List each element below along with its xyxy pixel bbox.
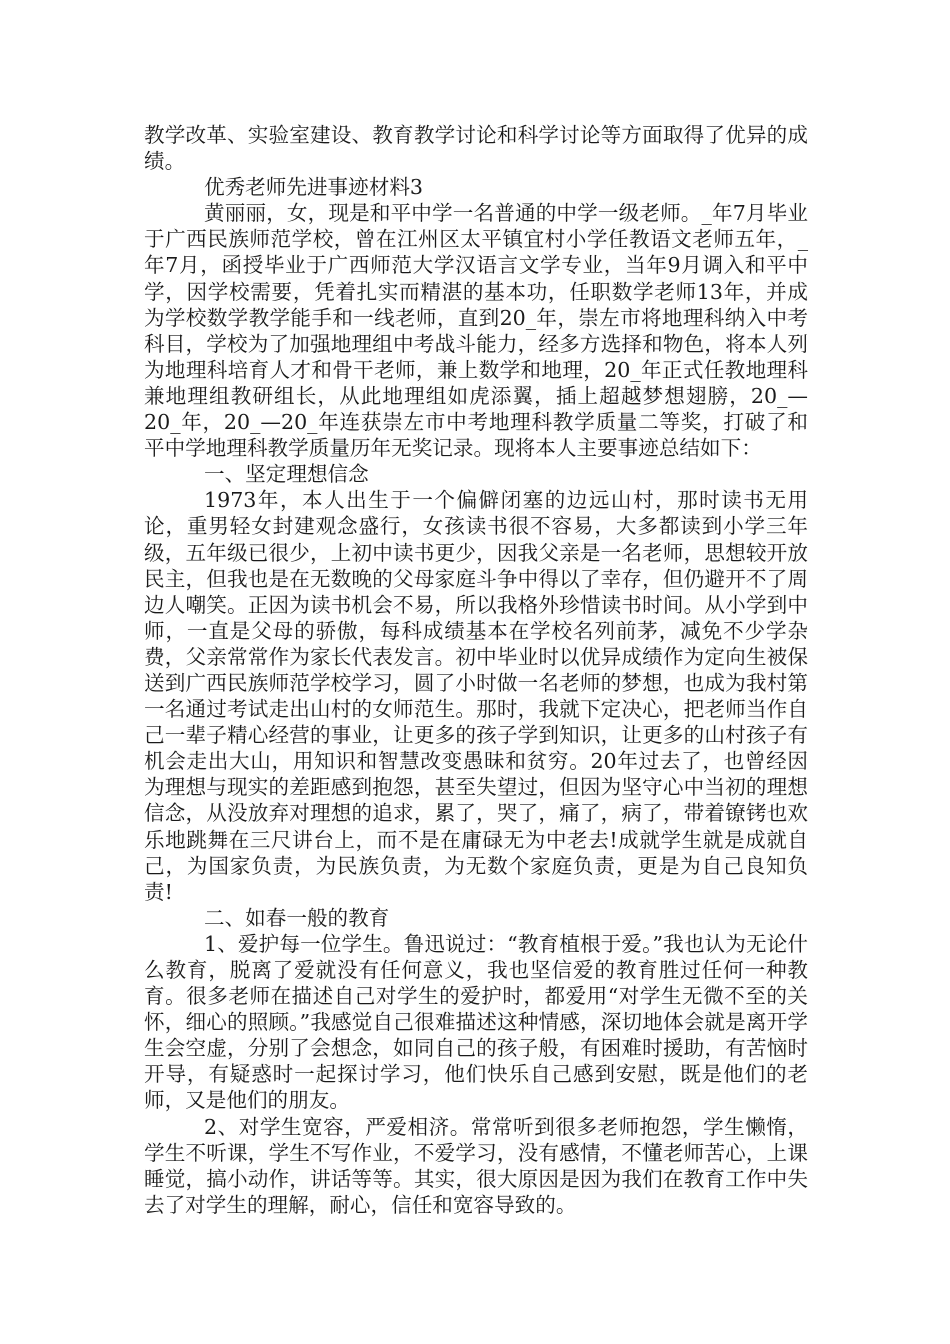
paragraph-intro: 黄丽丽，女，现是和平中学一名普通的中学一级老师。_年7月毕业于广西民族师范学校，曾在江州区太平镇宜村小学任教语文老师五年，_年7月，函授毕业于广西师范大学汉语言文学专业，当年9月调入和平中学，因学校需要，凭着扎实而精湛的基本功，任职数学老师13年，并成为学校数学教学能手和一线老师，直到20_年，崇左市将地理科纳入中考科目，学校为了加强地理组中考战斗能力，经多方选择和物色，将本人列为地理科培育人才和骨干老师，兼上数学和地理，20_年正式任教地理科兼地理组教研组长，从此地理组如虎添翼，插上超越梦想翅膀，20_—20_年，20_—20_年连获崇左市中考地理科教学质量二等奖，打破了和平中学地理科教学质量历年无奖记录。现将本人主要事迹总结如下： bbox=[144, 201, 808, 461]
paragraph-ideals: 1973年，本人出生于一个偏僻闭塞的边远山村，那时读书无用论，重男轻女封建观念盛行，女孩读书很不容易，大多都读到小学三年级，五年级已很少，上初中读书更少，因我父亲是一名老师，思想较开放民主，但我也是在无数晚的父母家庭斗争中得以了幸存，但仍避开不了周边人嘲笑。正因为读书机会不易，所以我格外珍惜读书时间。从小学到中师，一直是父母的骄傲，每科成绩基本在学校名列前茅，减免不少学杂费，父亲常常作为家长代表发言。初中毕业时以优异成绩作为定向生被保送到广西民族师范学校学习，圆了小时做一名老师的梦想，也成为我村第一名通过考试走出山村的女师范生。那时，我就下定决心，把老师当作自己一辈子精心经营的事业，让更多的孩子学到知识，让更多的山村孩子有机会走出大山，用知识和智慧改变愚昧和贫穷。20年过去了，也曾经因为理想与现实的差距感到抱怨，甚至失望过，但因为坚守心中当初的理想信念，从没放弃对理想的追求，累了，哭了，痛了，病了，带着镣铐也欢乐地跳舞在三尺讲台上，而不是在庸碌无为中老去!成就学生就是成就自己，为国家负责，为民族负责，为无数个家庭负责，更是为自己良知负责! bbox=[144, 488, 808, 904]
paragraph-care: 1、爱护每一位学生。鲁迅说过：“教育植根于爱。”我也认为无论什么教育，脱离了爱就没有任何意义，我也坚信爱的教育胜过任何一种教育。很多老师在描述自己对学生的爱护时，都爱用“对学生无微不至的关怀，细心的照顾。”我感觉自己很难描述这种情感，深切地体会就是离开学生会空虚，分别了会想念，如同自己的孩子般，有困难时援助，有苦恼时开导，有疑惑时一起探讨学习，他们快乐自己感到安慰，既是他们的老师，又是他们的朋友。 bbox=[144, 931, 808, 1113]
document-body bbox=[144, 122, 808, 1218]
heading-ideals: 一、坚定理想信念 bbox=[204, 462, 369, 487]
section-title: 优秀老师先进事迹材料3 bbox=[204, 175, 424, 200]
paragraph-continuation: 教学改革、实验室建设、教育教学讨论和科学讨论等方面取得了优异的成绩。 bbox=[144, 123, 808, 174]
paragraph-tolerance: 2、对学生宽容，严爱相济。常常听到很多老师抱怨，学生懒惰，学生不听课，学生不写作业，不爱学习，没有感情，不懂老师苦心，上课睡觉，搞小动作，讲话等等。其实，很大原因是因为我们在教育工作中失去了对学生的理解，耐心，信任和宽容导致的。 bbox=[144, 1114, 808, 1217]
heading-education: 二、如春一般的教育 bbox=[204, 905, 390, 930]
